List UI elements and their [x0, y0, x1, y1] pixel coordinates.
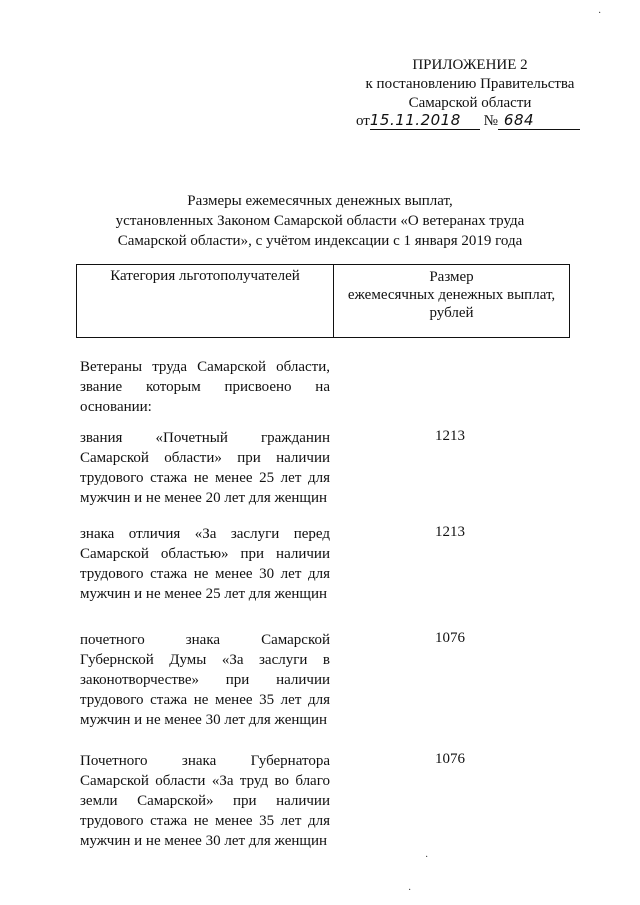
table-row-amount: 1076 — [435, 630, 465, 646]
scan-speck: · — [425, 852, 429, 863]
appendix-title: ПРИЛОЖЕНИЕ 2 — [412, 57, 528, 73]
table-row-category: знака отличия «За заслуги перед Самарской областью» при наличии трудового стажа не менее 30 лет для мужчин и не менее 25 лет для женщин — [80, 526, 330, 602]
table-row-category: звания «Почетный гражданин Самарской области» при наличии трудового стажа не менее 25 лет для мужчин и не менее 20 лет для женщин — [80, 430, 330, 506]
resolution-date-line — [356, 111, 580, 130]
header-amount-line-2: ежемесячных денежных выплат, — [347, 287, 556, 303]
header-category: Категория льготополучателей — [77, 265, 334, 337]
appendix-resolution-line: к постановлению Правительства — [365, 76, 575, 92]
table-row-category: Почетного знака Губернатора Самарской области «За труд во благо земли Самарской» при наличии трудового стажа не менее 35 лет для мужчин и не менее 30 лет для женщин — [80, 753, 330, 849]
table-row-amount: 1213 — [435, 524, 465, 540]
document-title — [90, 191, 550, 251]
header-amount — [334, 265, 569, 337]
table-row-amount: 1213 — [435, 428, 465, 444]
resolution-date: 15.11.2018 — [370, 111, 480, 130]
title-line-3: Самарской области», с учётом индексации с 1 января 2019 года — [117, 233, 523, 249]
header-amount-line-1: Размер — [429, 269, 474, 285]
date-prefix: от — [356, 113, 370, 129]
title-line-1: Размеры ежемесячных денежных выплат, — [187, 193, 453, 209]
title-line-2: установленных Законом Самарской области «О ветеранах труда — [115, 213, 525, 229]
number-sign: № — [483, 113, 498, 129]
table-row-amount: 1076 — [435, 751, 465, 767]
table-row-category: почетного знака Самарской Губернской Думы «За заслуги в законотворчестве» при наличии трудового стажа не менее 35 лет для мужчин и не менее 30 лет для женщин — [80, 632, 330, 728]
appendix-region-line: Самарской области — [408, 95, 532, 111]
scan-speck: · — [408, 885, 412, 896]
table-header — [76, 264, 570, 338]
scan-speck: · — [598, 8, 602, 19]
appendix-header — [340, 56, 600, 113]
table-intro: Ветераны труда Самарской области, звание которым присвоено на основании: — [80, 359, 330, 415]
header-amount-line-3: рублей — [429, 305, 474, 321]
resolution-number: 684 — [498, 111, 580, 130]
